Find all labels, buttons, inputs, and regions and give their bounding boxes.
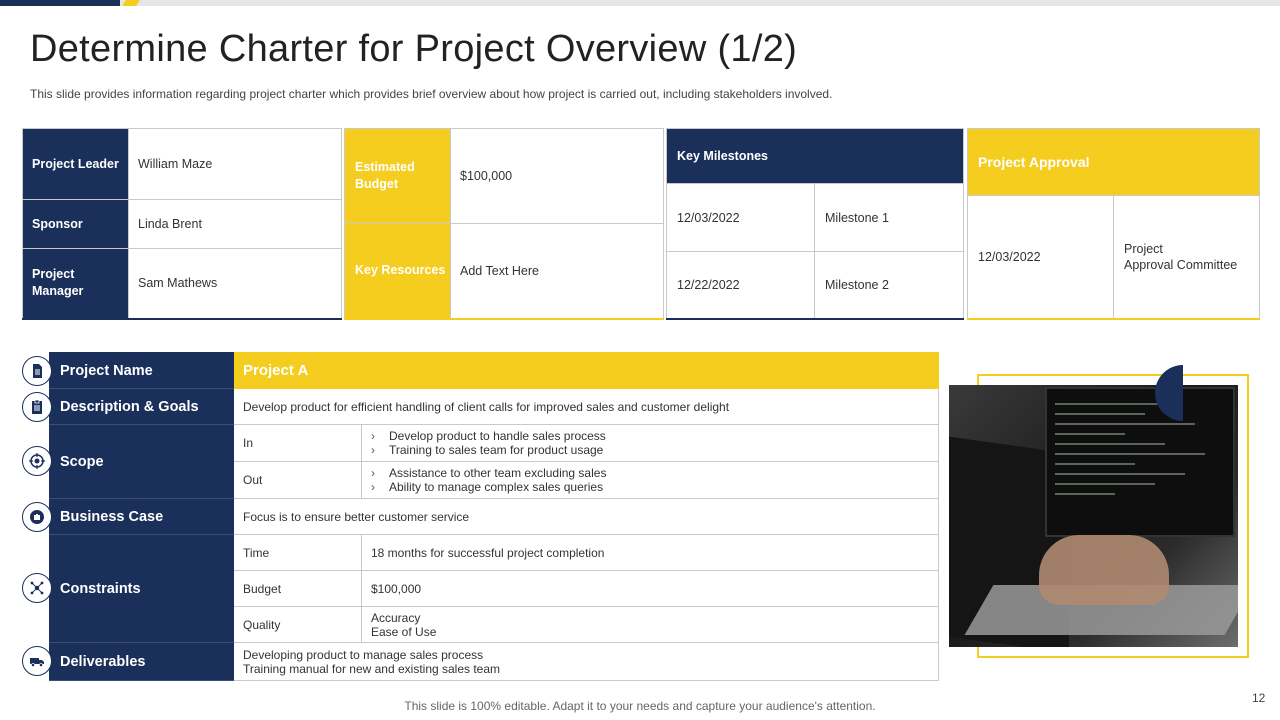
- list-item: › Assistance to other team excluding sales: [371, 466, 607, 480]
- budget-label: Estimated Budget: [345, 129, 451, 224]
- top-accent-bar: [0, 0, 1280, 6]
- deliverables-value: Developing product to manage sales process Training manual for new and existing sales team: [234, 643, 939, 681]
- top-accent-navy: [0, 0, 120, 6]
- list-item: › Training to sales team for product usage: [371, 443, 604, 457]
- milestone-date: 12/03/2022: [667, 184, 815, 252]
- network-icon: [22, 573, 52, 603]
- page-title: Determine Charter for Project Overview (1/2): [30, 28, 798, 70]
- leader-value: William Maze: [129, 129, 342, 200]
- description-label: Description & Goals: [50, 389, 234, 425]
- scope-in-label: In: [234, 425, 362, 462]
- budget-card: [344, 128, 664, 320]
- hands-shape: [1039, 535, 1169, 605]
- laptop-coding-photo: [949, 385, 1238, 647]
- clipboard-icon: [22, 392, 52, 422]
- milestone-name: Milestone 2: [815, 252, 964, 319]
- quality-value: Accuracy Ease of Use: [362, 607, 939, 643]
- resources-value: Add Text Here: [451, 224, 664, 319]
- description-value: Develop product for efficient handling of client calls for improved sales and customer delight: [234, 389, 939, 425]
- business-case-label: Business Case: [50, 499, 234, 535]
- project-name-label: Project Name: [50, 353, 234, 389]
- leader-label: Project Leader: [23, 129, 129, 200]
- constraint-budget-value: $100,000: [362, 571, 939, 607]
- sponsor-value: Linda Brent: [129, 200, 342, 249]
- business-case-value: Focus is to ensure better customer service: [234, 499, 939, 535]
- approval-header: Project Approval: [968, 129, 1260, 196]
- time-value: 18 months for successful project completion: [362, 535, 939, 571]
- milestone-name: Milestone 1: [815, 184, 964, 252]
- project-name-value: Project A: [234, 353, 939, 389]
- manager-value: Sam Mathews: [129, 249, 342, 319]
- budget-value: $100,000: [451, 129, 664, 224]
- page-number: 12: [1252, 691, 1266, 705]
- monitor-shape: [1045, 387, 1235, 537]
- approval-date: 12/03/2022: [968, 196, 1114, 319]
- milestone-date: 12/22/2022: [667, 252, 815, 319]
- milestones-header: Key Milestones: [667, 129, 964, 184]
- constraints-label: Constraints: [50, 535, 234, 643]
- scope-label: Scope: [50, 425, 234, 499]
- milestones-card: [666, 128, 964, 320]
- quality-label: Quality: [234, 607, 362, 643]
- page-subtitle: This slide provides information regarding project charter which provides brief overview about how project is carried out, including stakeholders involved.: [30, 87, 833, 101]
- chevron-right-icon: ›: [371, 429, 375, 443]
- sponsor-label: Sponsor: [23, 200, 129, 249]
- chevron-right-icon: ›: [371, 466, 375, 480]
- list-item: › Develop product to handle sales process: [371, 429, 606, 443]
- scope-out-items: [362, 462, 939, 499]
- target-icon: [22, 446, 52, 476]
- charter-table: [49, 352, 939, 681]
- truck-icon: [22, 646, 52, 676]
- scope-in-items: [362, 425, 939, 462]
- deliverables-label: Deliverables: [50, 643, 234, 681]
- resources-label: Key Resources: [345, 224, 451, 319]
- manager-label: Project Manager: [23, 249, 129, 319]
- briefcase-icon: [22, 502, 52, 532]
- people-card: [22, 128, 342, 320]
- approval-committee: Project Approval Committee: [1114, 196, 1260, 319]
- chevron-right-icon: ›: [371, 480, 375, 494]
- time-label: Time: [234, 535, 362, 571]
- footer-note: This slide is 100% editable. Adapt it to your needs and capture your audience's attention.: [404, 699, 876, 713]
- scope-out-label: Out: [234, 462, 362, 499]
- list-item: › Ability to manage complex sales queries: [371, 480, 604, 494]
- document-icon: [22, 356, 52, 386]
- chevron-right-icon: ›: [371, 443, 375, 457]
- approval-card: [967, 128, 1260, 320]
- constraint-budget-label: Budget: [234, 571, 362, 607]
